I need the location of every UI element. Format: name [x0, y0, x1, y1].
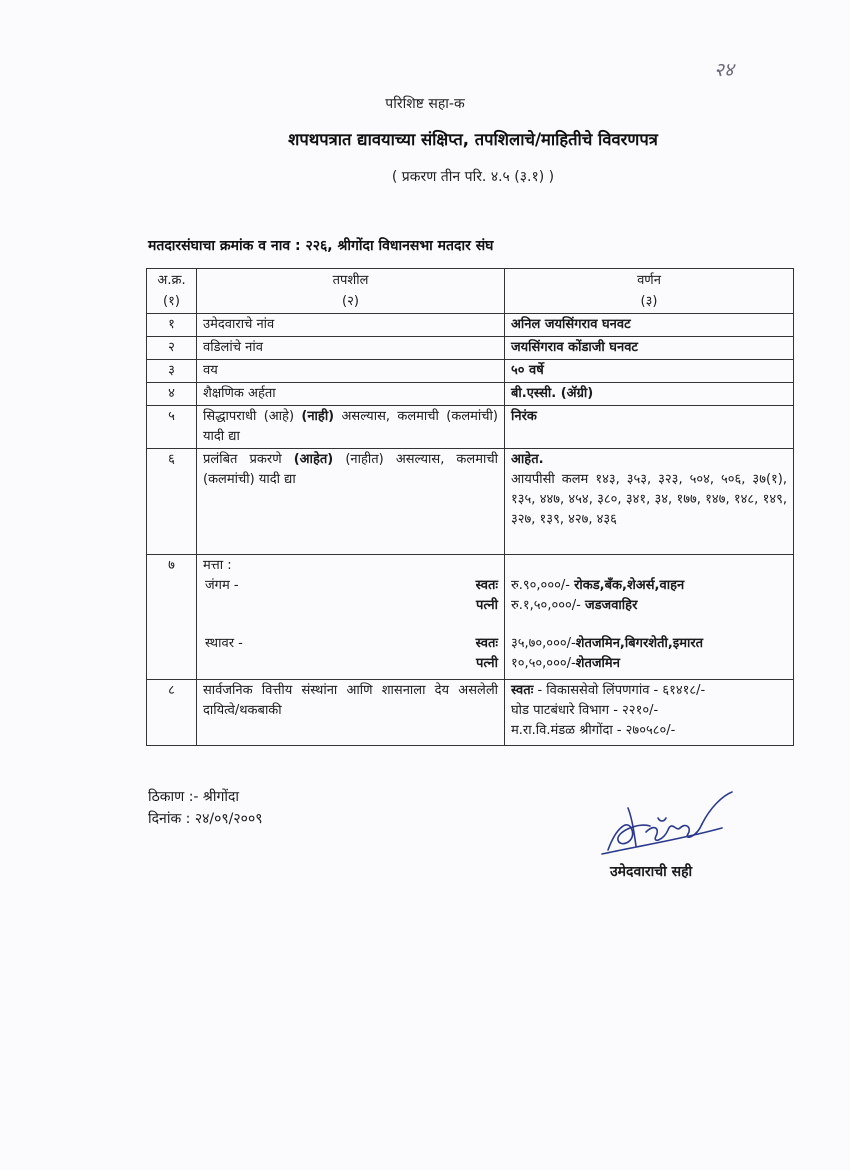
- assets-label: मत्ता :: [203, 558, 232, 573]
- date: दिनांक : २४/०९/२००९: [148, 811, 263, 827]
- column-header-description: वर्णन (३): [505, 269, 794, 314]
- column-header-serial: अ.क्र. (१): [147, 269, 197, 314]
- row-detail: [197, 555, 505, 680]
- row-value: जयसिंगराव कोंडाजी घनवट: [505, 337, 794, 360]
- row-value: अनिल जयसिंगराव घनवट: [505, 314, 794, 337]
- page-title: शपथपत्रात द्यावयाच्या संक्षिप्त, तपशिलाचे/माहितीचे विवरणपत्र: [288, 130, 658, 149]
- spouse-label: पत्नी: [476, 598, 498, 613]
- table-row: [147, 383, 794, 406]
- row-number: ६: [147, 449, 197, 555]
- immovable-spouse-desc: शेतजमिन: [575, 656, 620, 671]
- row-number: ३: [147, 360, 197, 383]
- column-header-detail: तपशील (२): [197, 269, 505, 314]
- self-label: स्वतः: [475, 636, 498, 651]
- row-number: ७: [147, 555, 197, 680]
- constituency-heading: मतदारसंघाचा क्रमांक व नाव : २२६, श्रीगोंदा विधानसभा मतदार संघ: [148, 238, 494, 254]
- row-value: बी.एस्सी. (ॲग्री): [505, 383, 794, 406]
- row-value: निरंक: [505, 406, 794, 449]
- immovable-spouse-amount: १०,५०,०००/-: [511, 656, 576, 671]
- movable-self-amount: रु.९०,०००/-: [511, 578, 570, 593]
- row-number: ५: [147, 406, 197, 449]
- row-detail: सिद्धापराधी (आहे) (नाही) असल्यास, कलमाची (कलमांची) यादी द्या: [197, 406, 505, 449]
- row-value: [505, 555, 794, 680]
- table-header-row: [147, 269, 794, 314]
- row-value: स्वतः - विकाससेवो लिंपणगांव - ६१४१८/- घोड पाटबंधारे विभाग - २२१०/- म.रा.वि.मंडळ श्रीगोंदा - २७०५८०/-: [505, 680, 794, 746]
- immovable-self-amount: ३५,७०,०००/-: [511, 636, 576, 651]
- page-number: २४: [714, 59, 734, 81]
- row-value: आहेत. आयपीसी कलम १४३, ३५३, ३२३, ५०४, ५०६, ३७(१), १३५, ४४७, ४५४, ३८०, ३४१, ३४, १७७, १४७, १४८, १४९, ३२७, १३९, ४२७, ४३६: [505, 449, 794, 555]
- table-row: [147, 449, 794, 555]
- row-number: ८: [147, 680, 197, 746]
- immovable-self-desc: शेतजमिन,बिगरशेती,इमारत: [575, 636, 704, 651]
- table-row: [147, 406, 794, 449]
- row-detail: प्रलंबित प्रकरणे (आहेत) (नाहीत) असल्यास, कलमाची (कलमांची) यादी द्या: [197, 449, 505, 555]
- place-date-block: [148, 786, 263, 830]
- self-label: स्वतः: [475, 578, 498, 593]
- movable-self-desc: रोकड,बँक,शेअर्स,वाहन: [574, 578, 685, 593]
- movable-label: जंगम -: [205, 578, 239, 593]
- row-value: ५० वर्षे: [505, 360, 794, 383]
- signature-label: उमेदवाराची सही: [610, 864, 693, 880]
- row-number: ४: [147, 383, 197, 406]
- table-row-assets: [147, 555, 794, 680]
- movable-spouse-desc: जडजवाहिर: [584, 598, 638, 613]
- row-number: १: [147, 314, 197, 337]
- row-detail: उमेदवाराचे नांव: [197, 314, 505, 337]
- movable-spouse-amount: रु.१,५०,०००/-: [511, 598, 581, 613]
- row-detail: शैक्षणिक अर्हता: [197, 383, 505, 406]
- immovable-label: स्थावर -: [205, 636, 243, 651]
- table-row: [147, 360, 794, 383]
- spouse-label: पत्नी: [476, 656, 498, 671]
- table-row: [147, 314, 794, 337]
- row-detail: वडिलांचे नांव: [197, 337, 505, 360]
- details-table: [146, 268, 794, 746]
- place: ठिकाण :- श्रीगोंदा: [148, 789, 240, 805]
- table-row: [147, 337, 794, 360]
- row-detail: सार्वजनिक वित्तीय संस्थांना आणि शासनाला देय असलेली दायित्वे/थकबाकी: [197, 680, 505, 746]
- row-detail: वय: [197, 360, 505, 383]
- signature-image: [598, 788, 738, 860]
- appendix-label: परिशिष्ट सहा-क: [385, 96, 465, 112]
- row-number: २: [147, 337, 197, 360]
- subtitle: ( प्रकरण तीन परि. ४.५ (३.१) ): [391, 169, 555, 185]
- table-row: [147, 680, 794, 746]
